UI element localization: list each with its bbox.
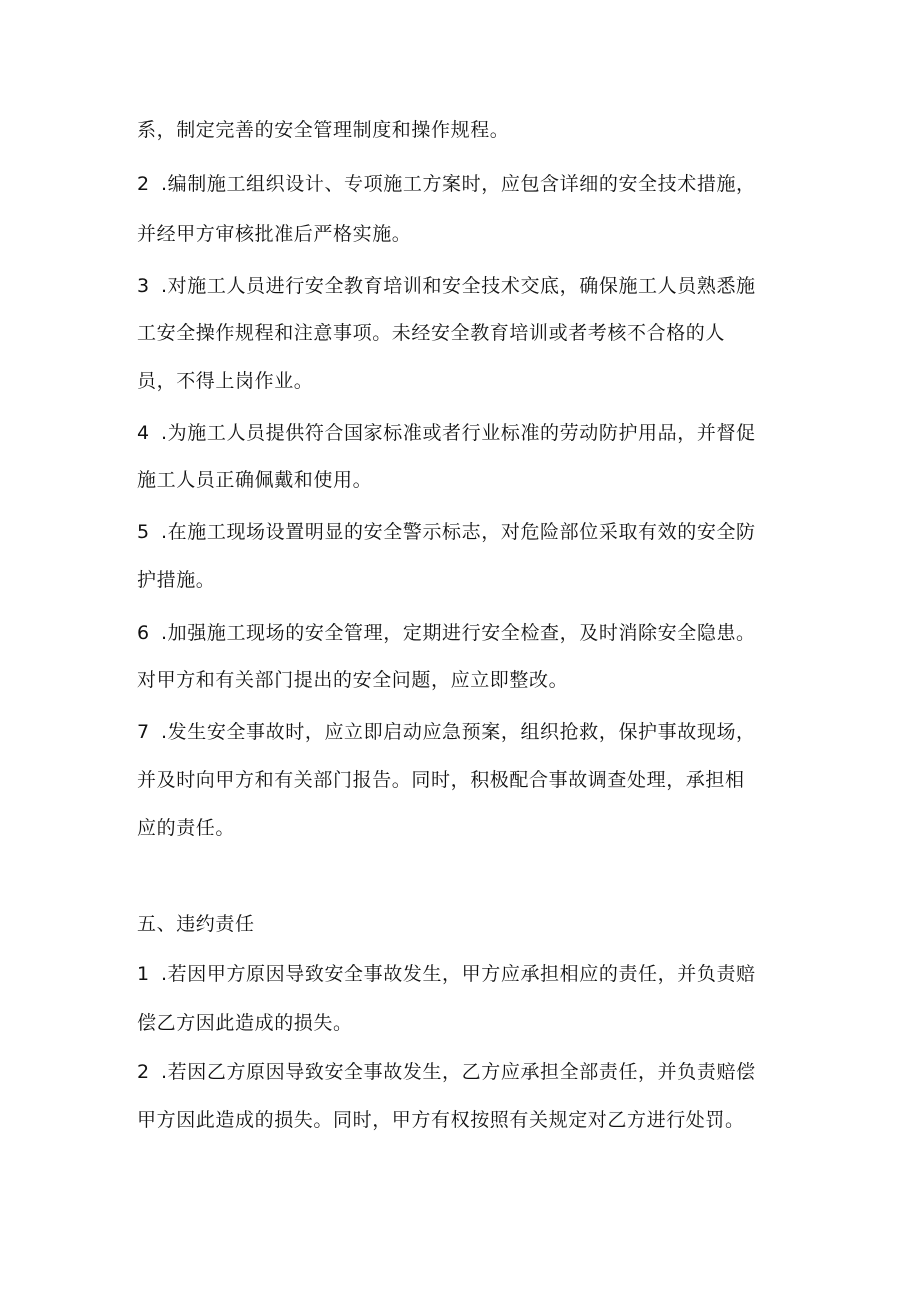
list-item-line: 5 .在施工现场设置明显的安全警示标志，对危险部位采取有效的安全防 <box>137 521 756 543</box>
item-number: 4 <box>137 422 150 444</box>
item-text: 在施工现场设置明显的安全警示标志，对危险部位采取有效的安全防 <box>167 521 756 543</box>
item-text: 若因乙方原因导致安全事故发生，乙方应承担全部责任，并负责赔偿 <box>167 1061 756 1083</box>
list-item-line: 甲方因此造成的损失。同时，甲方有权按照有关规定对乙方进行处罚。 <box>137 1109 745 1131</box>
list-item-line: 员，不得上岗作业。 <box>137 370 314 392</box>
item-text: 编制施工组织设计、专项施工方案时，应包含详细的安全技术措施， <box>167 173 756 195</box>
item-number: 6 <box>137 622 150 644</box>
list-item-line: 对甲方和有关部门提出的安全问题，应立即整改。 <box>137 669 569 691</box>
list-item-line: 2 .编制施工组织设计、专项施工方案时，应包含详细的安全技术措施， <box>137 173 756 195</box>
item-number: 2 <box>137 173 150 195</box>
item-text: 加强施工现场的安全管理，定期进行安全检查，及时消除安全隐患。 <box>167 622 756 644</box>
list-item-line: 施工人员正确佩戴和使用。 <box>137 469 373 491</box>
item-text: 发生安全事故时，应立即启动应急预案，组织抢救，保护事故现场， <box>167 721 756 743</box>
item-text: 若因甲方原因导致安全事故发生，甲方应承担相应的责任，并负责赔 <box>167 963 756 985</box>
list-item-line: 工安全操作规程和注意事项。未经安全教育培训或者考核不合格的人 <box>137 322 726 344</box>
item-text: 对施工人员进行安全教育培训和安全技术交底，确保施工人员熟悉施 <box>167 275 756 297</box>
list-item-line: 1 .若因甲方原因导致安全事故发生，甲方应承担相应的责任，并负责赔 <box>137 963 756 985</box>
item-number: 7 <box>137 721 150 743</box>
list-item-line: 3 .对施工人员进行安全教育培训和安全技术交底，确保施工人员熟悉施 <box>137 275 756 297</box>
item-number: 2 <box>137 1061 150 1083</box>
list-item-line: 4 .为施工人员提供符合国家标准或者行业标准的劳动防护用品，并督促 <box>137 422 756 444</box>
item-number: 3 <box>137 275 150 297</box>
item-text: 为施工人员提供符合国家标准或者行业标准的劳动防护用品，并督促 <box>167 422 756 444</box>
section-heading: 五、违约责任 <box>137 913 255 935</box>
list-item-line: 护措施。 <box>137 569 216 591</box>
item-number: 1 <box>137 963 150 985</box>
list-item-line: 偿乙方因此造成的损失。 <box>137 1012 353 1034</box>
list-item-line: 2 .若因乙方原因导致安全事故发生，乙方应承担全部责任，并负责赔偿 <box>137 1061 756 1083</box>
list-item-line: 并及时向甲方和有关部门报告。同时，积极配合事故调查处理，承担相 <box>137 769 745 791</box>
list-item-line: 7 .发生安全事故时，应立即启动应急预案，组织抢救，保护事故现场， <box>137 721 756 743</box>
list-item-line: 6 .加强施工现场的安全管理，定期进行安全检查，及时消除安全隐患。 <box>137 622 756 644</box>
paragraph-line: 系，制定完善的安全管理制度和操作规程。 <box>137 119 510 141</box>
item-number: 5 <box>137 521 150 543</box>
list-item-line: 并经甲方审核批准后严格实施。 <box>137 223 412 245</box>
list-item-line: 应的责任。 <box>137 817 236 839</box>
